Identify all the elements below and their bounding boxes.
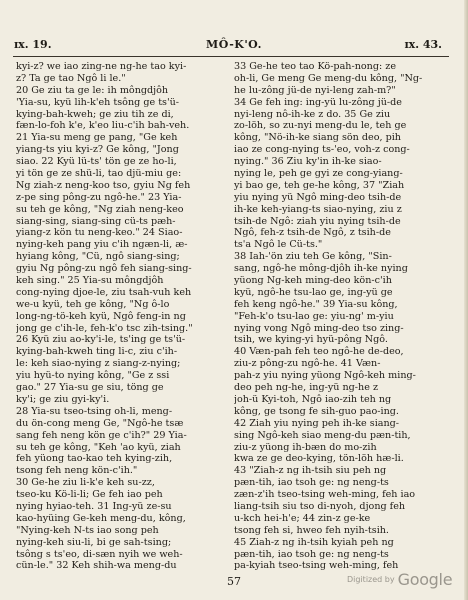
left-column-line: tseo-ku Kö-li-li; Ge feh iao peh: [16, 489, 163, 501]
right-column-line: tsih-de Ngô: ziah yiu nying tsih-de: [234, 215, 401, 227]
right-column-line: ts'a Ngô le Cü-ts.": [234, 239, 323, 251]
left-column-line: yiu hyü-to nying kông, "Ge z ssi: [16, 370, 170, 382]
left-column-line: nying hyiao-teh. 31 Ing-yü ze-su: [16, 500, 172, 512]
right-column-line: tsong feh si, hweo feh nyih-tsih.: [234, 524, 389, 536]
left-column-line: cün-le." 32 Keh shih-wa meng-du: [16, 560, 177, 571]
right-column-line: deo peh ng-he, ing-yü ng-he z: [234, 382, 379, 394]
right-column-line: oh-li, Ge meng Ge meng-du kông, "Ng-: [234, 72, 423, 84]
left-column-line: nying-keh pang yiu c'ih ngæn-li, æ-: [16, 239, 188, 251]
left-column-line: ky'i; ge ziu gyi-ky'i.: [16, 393, 110, 405]
left-column-line: kyi-z? we iao zing-ne ng-he tao kyi-: [16, 61, 187, 72]
left-column-line: we-u kyü, teh ge kông, "Ng ô-lo: [16, 298, 170, 310]
right-column-line: nyi-leng nô-ih-ke z do. 35 Ge ziu: [234, 108, 391, 120]
google-logo-text: Google: [397, 570, 453, 589]
left-column-line: yiang-z kön tu neng-keo." 24 Siao-: [16, 227, 183, 239]
left-column-line: "Nying-keh N-ts iao song peh: [16, 524, 159, 536]
left-column-line: kying-bah-kweh; ge ziu tih ze di,: [16, 108, 174, 120]
right-column-line: zæn-z'ih tseo-tsing weh-ming, feh iao: [234, 489, 416, 501]
right-column-line: yiu nying yü Ngô ming-deo tsih-de: [234, 191, 402, 203]
running-header: [0, 38, 468, 54]
page-edge-shadow: [464, 0, 468, 600]
left-column-line: su teh ge kông, "Keh 'ao kyü, ziah: [16, 441, 181, 453]
right-column-line: ziu-z yüong ih-bæn do mo-zih: [234, 441, 377, 453]
left-column-line: z-pe sing pông-zu ngô-he." 23 Yia-: [16, 191, 182, 203]
right-column-line: zo-löh, so zu-nyi meng-du le, teh ge: [234, 120, 407, 132]
right-column-line: kông, ge tsong fe sih-guo pao-ing.: [234, 405, 399, 417]
left-column-line: 20 Ge ziu ta ge le: ih môngdjôh: [16, 84, 169, 96]
right-column-line: 45 Ziah-z ng ih-tsih kyiah peh ng: [234, 536, 394, 548]
right-column-line: pah-z yiu nying yüong Ngô-keh ming-: [234, 370, 416, 382]
right-column-line: sing Ngô-keh siao meng-du pæn-tih,: [234, 429, 411, 441]
right-column-line: iao ze cong-nying ts-'eo, voh-z cong-: [234, 144, 410, 156]
right-column-line: yüong Ng-keh ming-deo kön-c'ih: [234, 275, 392, 287]
right-column-line: 34 Ge feh ing: ing-yü lu-zông jü-de: [234, 96, 402, 108]
header-left-reference: ɪx. 19.: [14, 38, 52, 51]
digitized-by-text: Digitized by: [347, 575, 395, 584]
left-column-line: sang feh neng kön ge c'ih?" 29 Yia-: [16, 429, 187, 441]
left-column-line: 28 Yia-su tseo-tsing oh-li, meng-: [16, 405, 173, 417]
header-book-title: MÔ-K'O.: [206, 38, 262, 51]
left-column-line: feh yüong tao-kao teh kying-zih,: [16, 453, 173, 465]
right-column-line: liang-tsih siu tso di-nyoh, djong feh: [234, 500, 406, 512]
page-number: 57: [227, 575, 241, 588]
left-column-line: gyiu Ng pông-zu ngô feh siang-sing-: [16, 263, 192, 275]
left-column-line: 30 Ge-he ziu li-k'e keh su-zz,: [16, 477, 155, 489]
left-column-line: 'Yia-su, kyü lih-k'eh tsông ge ts'ü-: [16, 96, 180, 108]
right-column-line: ziu-z pông-zu ngô-he. 41 Væn-: [234, 358, 381, 370]
left-column-line: jong ge c'ih-le, feh-k'o tsc zih-tsing.": [16, 322, 193, 334]
right-column-line: tsih, we kying-yi hyü-pông Ngô.: [234, 334, 388, 346]
right-column-line: kwa ze ge deo-kying, tön-löh hæ-li.: [234, 453, 404, 465]
left-column-line: yiang-ts yiu kyi-z? Ge kông, "Jong: [16, 144, 179, 156]
left-column-line: fæn-lo-foh k'e, k'eo liu-c'ih bah-veh.: [16, 120, 190, 132]
left-column-line: keh sing." 25 Yia-su môngdjôh: [16, 275, 164, 287]
left-column-line: siang-sing, siang-sing cü-ts pæh-: [16, 215, 176, 227]
right-column-line: feh keng ngô-he." 39 Yia-su kông,: [234, 298, 398, 310]
left-column-line: siao. 22 Kyü lü-ts' tön ge ze ho-li,: [16, 156, 177, 168]
left-column-line: hyiang kông, "Cü, ngô siang-sing;: [16, 251, 180, 263]
right-column-line: 33 Ge-he teo tao Kö-pah-nong: ze: [234, 61, 397, 72]
right-column-line: 40 Væn-pah feh teo ngô-he de-deo,: [234, 346, 404, 358]
right-column-line: nying le, peh ge gyi ze cong-yiang-: [234, 168, 403, 180]
left-column-line: 21 Yia-su meng ge pang, "Ge keh: [16, 132, 178, 144]
right-column-line: Ngô, feh-z tsih-de Ngô, z tsih-de: [234, 227, 391, 239]
left-column-line: nying-keh siu-li, bi ge sah-tsing;: [16, 536, 172, 548]
right-text-column: [234, 61, 452, 571]
left-column-line: le: keh siao-nying z siang-z-nying;: [16, 358, 181, 370]
right-column-line: 43 "Ziah-z ng ih-tsih siu peh ng: [234, 465, 387, 477]
left-column-line: kao-hyüing Ge-keh meng-du, kông,: [16, 512, 186, 524]
left-column-line: yi tön ge ze shü-li, tao djü-miu ge:: [16, 168, 182, 180]
google-watermark: [347, 570, 453, 589]
right-column-line: pa-kyiah tseo-tsing weh-ming, feh: [234, 560, 399, 571]
header-right-reference: ɪx. 43.: [404, 38, 442, 51]
left-column-line: kying-bah-kweh ting li-c, ziu c'ih-: [16, 346, 178, 358]
right-column-line: 38 Iah-'ön ziu teh Ge kông, "Sin-: [234, 251, 392, 263]
left-column-line: du ön-cong meng Ge, "Ngô-he tsæ: [16, 417, 184, 429]
left-column-line: z? Ta ge tao Ngô li le.": [16, 72, 126, 84]
left-column-line: gao." 27 Yia-su ge siu, töng ge: [16, 382, 164, 394]
right-column-line: nying vong Ngô ming-deo tso zing-: [234, 322, 404, 334]
left-column-line: cong-nying djoe-le, ziu tsah-vuh keh: [16, 286, 192, 298]
left-column-line: long-ng-tö-keh kyü, Ngô feng-in ng: [16, 310, 186, 322]
right-column-line: 42 Ziah yiu nying peh ih-ke siang-: [234, 417, 400, 429]
left-column-line: Ng ziah-z neng-koo tso, gyiu Ng feh: [16, 179, 191, 191]
right-column-line: sang, ngô-he mông-djôh ih-ke nying: [234, 263, 408, 275]
right-column-line: "Feh-k'o tsu-lao ge: yiu-ng' m-yiu: [234, 310, 394, 322]
left-column-line: tsong feh neng kön-c'ih.": [16, 465, 138, 477]
left-column-line: tsông s ts'eo, di-sæn nyih we weh-: [16, 548, 183, 560]
right-column-line: u-kch hei-h'e; 44 zin-z ge-ke: [234, 512, 371, 524]
header-rule: [13, 56, 449, 57]
right-column-line: kông, "Nö-ih-ke siang sön deo, pih: [234, 132, 401, 144]
right-column-line: nying." 36 Ziu ky'in ih-ke siao-: [234, 156, 382, 168]
left-column-line: su teh ge kông, "Ng ziah neng-keo: [16, 203, 184, 215]
left-text-column: [16, 61, 234, 571]
right-column-line: kyü, ngô-he tsu-lao ge, ing-yü ge: [234, 286, 393, 298]
left-column-line: 26 Kyü ziu ao-ky'i-le, ts'ing ge ts'ü-: [16, 334, 186, 346]
right-column-line: pæn-tih, iao tsoh ge: ng neng-ts: [234, 548, 389, 560]
right-column-line: pæn-tih, iao tsoh ge: ng neng-ts: [234, 477, 389, 489]
right-column-line: he lu-zông jü-de nyi-leng zah-m?": [234, 84, 396, 96]
right-column-line: joh-ü Kyi-toh, Ngô iao-zih teh ng: [234, 393, 392, 405]
right-column-line: ih-ke keh-yiang-ts siao-nying, ziu z: [234, 203, 402, 215]
right-column-line: yi bao ge, teh ge-he kông, 37 "Ziah: [234, 179, 405, 191]
